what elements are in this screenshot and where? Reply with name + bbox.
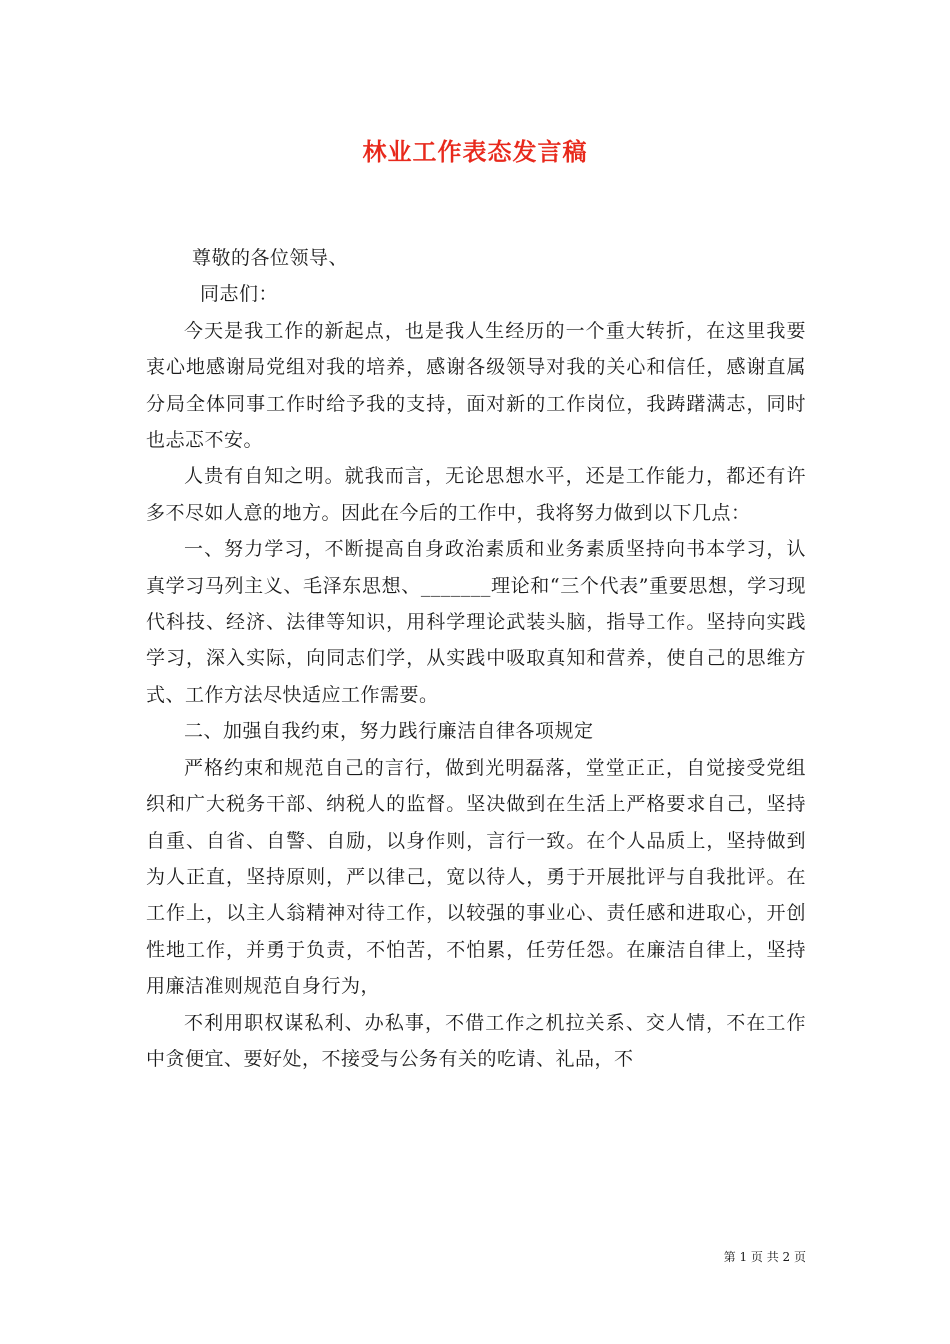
document-body: [146, 240, 806, 1077]
salutation-line-1: 尊敬的各位领导、: [192, 247, 349, 269]
document-title: 林业工作表态发言稿: [362, 137, 588, 166]
paragraph-6: 不利用职权谋私利、办私事，不借工作之机拉关系、交人情，不在工作中贪便宜、要好处，不接受与公务有关的吃请、礼品，不: [146, 1011, 806, 1070]
paragraph-4: 二、加强自我约束，努力践行廉洁自律各项规定: [184, 720, 594, 743]
page-number: 第 1 页 共 2 页: [723, 1250, 806, 1264]
paragraph-2: 人贵有自知之明。就我而言，无论思想水平，还是工作能力，都还有许多不尽如人意的地方。因此在今后的工作中，我将努力做到以下几点：: [146, 465, 806, 524]
paragraph-1: 今天是我工作的新起点，也是我人生经历的一个重大转折，在这里我要衷心地感谢局党组对我的培养，感谢各级领导对我的关心和信任，感谢直属分局全体同事工作时给予我的支持，面对新的工作岗位，我踌躇满志，同时也忐忑不安。: [146, 319, 806, 452]
paragraph-3: 一、努力学习，不断提高自身政治素质和业务素质坚持向书本学习，认真学习马列主义、毛泽东思想、_______理论和“三个代表”重要思想，学习现代科技、经济、法律等知识，用科学理论武装头脑，指导工作。坚持向实践学习，深入实际，向同志们学，从实践中吸取真知和营养，使自己的思维方式、工作方法尽快适应工作需要。: [146, 538, 806, 706]
salutation-line-2: 同志们：: [200, 283, 279, 306]
paragraph-5: 严格约束和规范自己的言行，做到光明磊落，堂堂正正，自觉接受党组织和广大税务干部、纳税人的监督。坚决做到在生活上严格要求自己，坚持自重、自省、自警、自励，以身作则，言行一致。在个人品质上，坚持做到为人正直，坚持原则，严以律己，宽以待人，勇于开展批评与自我批评。在工作上，以主人翁精神对待工作，以较强的事业心、责任感和进取心，开创性地工作，并勇于负责，不怕苦，不怕累，任劳任怨。在廉洁自律上，坚持用廉洁准则规范自身行为，: [146, 756, 806, 998]
